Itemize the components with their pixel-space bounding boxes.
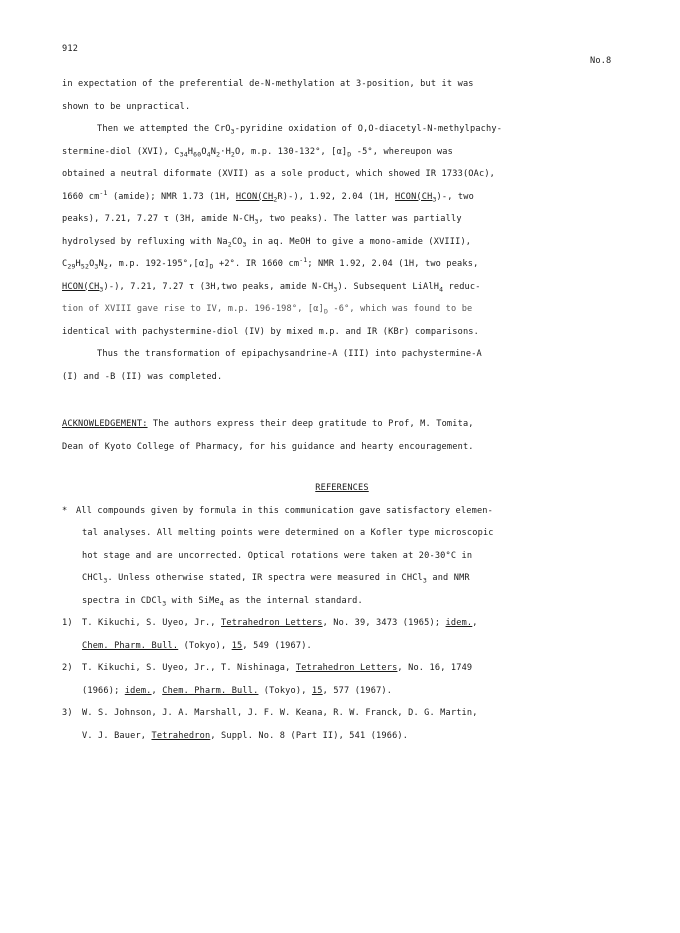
acknowledgement — [62, 413, 622, 458]
footnote-line: * All compounds given by formula in this communication gave satisfactory elemen- — [62, 500, 622, 523]
reference-item: Chem. Pharm. Bull. (Tokyo), 15, 549 (1967). — [82, 640, 312, 651]
footnote-mark: * — [62, 505, 68, 516]
reference-item: (1966); idem., Chem. Pharm. Bull. (Tokyo), 15, 577 (1967). — [82, 685, 393, 696]
reference-item: 1) T. Kikuchi, S. Uyeo, Jr., Tetrahedron Letters, No. 39, 3473 (1965); idem., — [62, 618, 478, 628]
footnote-line: CHCl$_3$. Unless otherwise stated, IR spectra were measured in CHCl$_3$ and NMR — [82, 573, 470, 585]
paragraph-line: stermine-diol (XVI), $C_{34}H_{60}O_4N_2\cdot H_2O$, m.p. 130-132°, $[\alpha]_D$ -5°, whereupon was — [62, 146, 453, 159]
reference-item: 2) T. Kikuchi, S. Uyeo, Jr., T. Nishinaga, Tetrahedron Letters, No. 16, 1749 — [62, 663, 473, 673]
acknowledgement-label: ACKNOWLEDGEMENT: — [62, 419, 148, 429]
issue-number: No.8 — [590, 56, 612, 66]
paragraph-line: Then we attempted the CrO$_3$-pyridine oxidation of O,O-diacetyl-N-methylpachy- — [97, 124, 503, 136]
paragraph-line: $HCON(CH_3)-$), 7.21, 7.27 τ (3H,two peaks, amide $N-CH_3$). Subsequent LiAlH$_4$ reduc- — [62, 281, 481, 294]
footnote-line: spectra in CDCl$_3$ with SiMe$_4$ as the internal standard. — [82, 595, 363, 608]
paragraph-line: in expectation of the preferential de-N-methylation at 3-position, but it was — [62, 79, 474, 89]
acknowledgement-text: Dean of Kyoto College of Pharmacy, for his guidance and hearty encouragement. — [62, 441, 474, 452]
reference-item: 3) W. S. Johnson, J. A. Marshall, J. F. W. Keana, R. W. Franck, D. G. Martin, — [62, 708, 478, 718]
paragraph-line: shown to be unpractical. — [62, 101, 191, 112]
paragraph-line: hydrolysed by refluxing with $Na_2CO_3$ in aq. MeOH to give a mono-amide (XVIII), — [62, 236, 472, 249]
paragraph-line: tion of XVIII gave rise to IV, m.p. 196-198°, $[\alpha]_D$ -6°, which was found to be — [62, 304, 473, 316]
body-text — [62, 73, 622, 388]
footnote-line: tal analyses. All melting points were determined on a Kofler type microscopic — [82, 528, 494, 538]
paragraph-line: Thus the transformation of epipachysandrine-A (III) into pachystermine-A — [97, 349, 482, 359]
footnote-line: hot stage and are uncorrected. Optical rotations were taken at 20-30°C in — [82, 550, 473, 561]
paragraph-line: peaks), 7.21, 7.27 τ (3H, amide $N-CH_3$, two peaks). The latter was partially — [62, 214, 462, 226]
acknowledgement-text: The authors express their deep gratitude to Prof, M. Tomita, — [147, 419, 474, 429]
page-number: 912 — [62, 44, 79, 54]
references — [62, 477, 622, 747]
paragraph-line: identical with pachystermine-diol (IV) by mixed m.p. and IR (KBr) comparisons. — [62, 326, 479, 337]
paragraph-line: 1660 $cm^{-1}$ (amide); NMR 1.73 (1H, $HCON(CH_2R)-$), 1.92, 2.04 (1H, $HCON(CH_3)-$, two — [62, 188, 474, 204]
paragraph-line: (I) and -B (II) was completed. — [62, 371, 223, 382]
reference-item: V. J. Bauer, Tetrahedron, Suppl. No. 8 (Part II), 541 (1966). — [82, 730, 409, 741]
paragraph-line: $C_{29}H_{52}O_3N_2$, m.p. $192-195^\circ,[\alpha]_D +2^\circ$. IR 1660 $cm^{-1}$; NMR 1.92, 2.04 (1H, two peaks, — [62, 256, 479, 271]
paragraph-line: obtained a neutral diformate (XVII) as a sole product, which showed IR 1733(OAc), — [62, 169, 496, 179]
references-heading: REFERENCES — [315, 483, 369, 493]
